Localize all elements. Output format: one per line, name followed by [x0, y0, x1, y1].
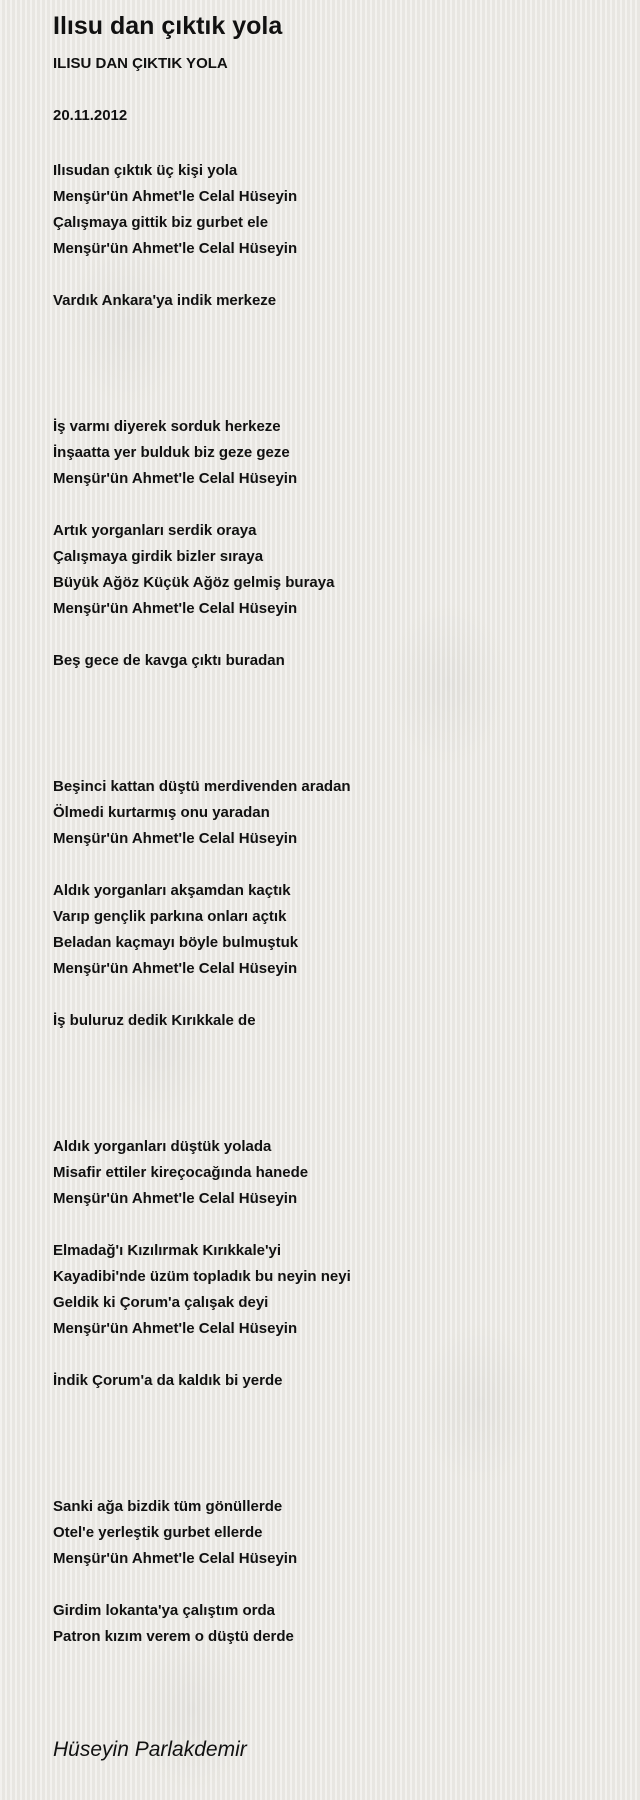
poem-line: Beladan kaçmayı böyle bulmuştuk — [53, 934, 299, 951]
poem-line: Menşür'ün Ahmet'le Celal Hüseyin — [53, 240, 298, 257]
poem-line: İndik Çorum'a da kaldık bi yerde — [53, 1372, 283, 1389]
author-name: Hüseyin Parlakdemir — [53, 1738, 247, 1761]
poem-line: İş varmı diyerek sorduk herkeze — [53, 418, 281, 435]
stanza — [53, 518, 351, 622]
poem-line: Elmadağ'ı Kızılırmak Kırıkkale'yi — [53, 1242, 282, 1259]
poem-line: Beş gece de kavga çıktı buradan — [53, 652, 285, 669]
poem-line: Menşür'ün Ahmet'le Celal Hüseyin — [53, 1190, 298, 1207]
poem-line: Artık yorganları serdik oraya — [53, 522, 257, 539]
stanza — [53, 158, 351, 262]
stanza — [53, 774, 351, 852]
poem-line: Çalışmaya girdik bizler sıraya — [53, 548, 264, 565]
poem-line: İnşaatta yer bulduk biz geze geze — [53, 444, 290, 461]
poem-line: Menşür'ün Ahmet'le Celal Hüseyin — [53, 1320, 298, 1337]
poem-line: Beşinci kattan düştü merdivenden aradan — [53, 778, 351, 795]
poem-line: Aldık yorganları akşamdan kaçtık — [53, 882, 291, 899]
poem-body — [53, 158, 351, 1650]
poem-line: İş buluruz dedik Kırıkkale de — [53, 1012, 256, 1029]
poem-line: Menşür'ün Ahmet'le Celal Hüseyin — [53, 1550, 298, 1567]
stanza — [53, 414, 351, 492]
stanza — [53, 1008, 351, 1034]
stanza — [53, 1598, 351, 1650]
poem-line: Menşür'ün Ahmet'le Celal Hüseyin — [53, 470, 298, 487]
stanza — [53, 648, 351, 674]
stanza — [53, 1238, 351, 1342]
poem-title: Ilısu dan çıktık yola — [53, 12, 283, 40]
poem-date: 20.11.2012 — [53, 107, 128, 124]
stanza — [53, 1134, 351, 1212]
poem-line: Menşür'ün Ahmet'le Celal Hüseyin — [53, 188, 298, 205]
poem-line: Ilısudan çıktık üç kişi yola — [53, 162, 238, 179]
poem-line: Patron kızım verem o düştü derde — [53, 1628, 294, 1645]
poem-line: Menşür'ün Ahmet'le Celal Hüseyin — [53, 600, 298, 617]
poem-line: Kayadibi'nde üzüm topladık bu neyin neyi — [53, 1268, 351, 1285]
poem-line: Çalışmaya gittik biz gurbet ele — [53, 214, 269, 231]
poem-subtitle: ILISU DAN ÇIKTIK YOLA — [53, 55, 228, 72]
stanza — [53, 288, 351, 314]
poem-line: Misafir ettiler kireçocağında hanede — [53, 1164, 309, 1181]
poem-line: Otel'e yerleştik gurbet ellerde — [53, 1524, 263, 1541]
stanza — [53, 878, 351, 982]
poem-line: Vardık Ankara'ya indik merkeze — [53, 292, 277, 309]
poem-line: Menşür'ün Ahmet'le Celal Hüseyin — [53, 830, 298, 847]
poem-line: Geldik ki Çorum'a çalışak deyi — [53, 1294, 269, 1311]
poem-line: Büyük Ağöz Küçük Ağöz gelmiş buraya — [53, 574, 335, 591]
poem-line: Varıp gençlik parkına onları açtık — [53, 908, 287, 925]
poem-line: Ölmedi kurtarmış onu yaradan — [53, 804, 270, 821]
poem-line: Sanki ağa bizdik tüm gönüllerde — [53, 1498, 283, 1515]
stanza — [53, 1494, 351, 1572]
poem-line: Menşür'ün Ahmet'le Celal Hüseyin — [53, 960, 298, 977]
poem-line: Aldık yorganları düştük yolada — [53, 1138, 272, 1155]
stanza — [53, 1368, 351, 1394]
poem-line: Girdim lokanta'ya çalıştım orda — [53, 1602, 275, 1619]
